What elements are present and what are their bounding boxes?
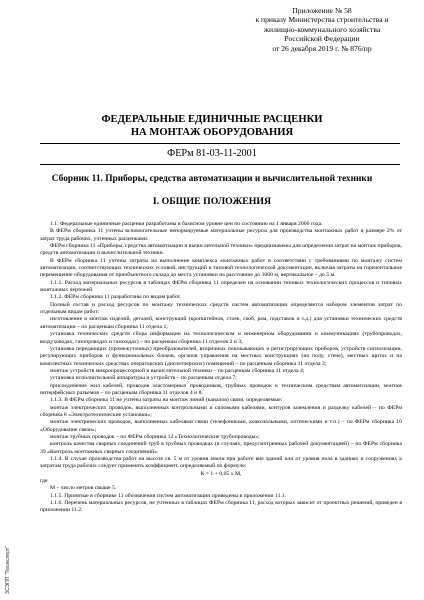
paragraph: монтаж трубных проводок – по ФЕРм сборника 12 «Технологические трубопроводы»;: [50, 433, 260, 440]
top-rule: [40, 143, 400, 144]
paragraph: 1.1. Федеральные единичные расценки разработаны в базисном уровне цен по состоянию на 1 января 2000 года.: [50, 221, 323, 227]
paragraph: 1.1.4. В случае производства работ на высоте св. 5 м от уровня земли при работе вне зданий или от уровня пола в зданиях и сооружениях к затратам труда рабочих следует применять коэффициент, определяемый по формуле:: [40, 456, 402, 470]
where-text: М – число метров свыше 5.: [50, 485, 117, 492]
paragraph: 1.1.2. ФЕРм сборника 11 разработаны по видам работ.: [50, 294, 182, 301]
side-stamp: [3, 548, 13, 594]
paragraph: В ФЕРм сборника 11 учтены вспомогательные ненормируемые материальные ресурсы для производства монтажных работ в размере 2% от затрат труда рабочих, учтенных расценками.: [40, 228, 402, 242]
paragraph: установка технических средств сбора информации на технологическом и инженерном оборудовании и коммуникациях (трубопроводах, воздуховодах, газопроводах и газоходах) – по расценкам сборника 11 отделов 2 и 3;: [40, 331, 402, 345]
appendix-line: Приложение № 58: [292, 6, 352, 15]
title-line-1: ФЕДЕРАЛЬНЫЕ ЕДИНИЧНЫЕ РАСЦЕНКИ: [101, 114, 323, 125]
paragraph: контроль качества сварных соединений труб в трубных проводках (в случаях, предусмотренных рабочей документацией) – по ФЕРм сборника 39 «Контроль монтажных сварных соединений».: [40, 441, 402, 455]
side-stamp-text: ЗСЭПП "Техэксперт": [5, 546, 11, 594]
paragraph: установка исполнительной аппаратуры и устройств – по расценкам отдела 7;: [50, 375, 237, 382]
paragraph: присоединение жил кабелей, проводов эластомерных проводников, трубных проводок к техническим средствам автоматизации, монтаж интерфейсных разъемов – по расценкам сборника 11 отделов 4 и 8.: [40, 382, 402, 396]
paragraph: ФЕРм сборника 11 «Приборы, средства автоматизации и вычислительной техники» предназначены для определения затрат на монтаж приборов, средств автоматизации и вычислительной техники.: [40, 243, 402, 257]
collection-title: Сборник 11. Приборы, средства автоматизации и вычислительной техники: [51, 174, 373, 184]
bottom-rule: [40, 164, 400, 165]
paragraph: 1.1.3. В ФЕРм сборника 11 не учтены затраты на монтаж линий (каналов) связи, определяемые:: [50, 397, 283, 404]
paragraph: Полный состав и расход ресурсов по монтажу технических средств систем автоматизации определяется набором элементов затрат по отдельным видам работ:: [40, 301, 402, 316]
paragraph: В ФЕРм сборника 11 учтены затраты на выполнение комплекса монтажных работ в соответствии с требованиями по монтажу систем автоматизации, соответствующих технических условий, инструкций и типовой технологической документации, включая затраты на горизонтальное перемещение оборудования от приобъектного склада до места установки на расстояние до 1000 м, вертикальное – до 5 м.: [40, 257, 402, 279]
paragraph: 1.1.1. Расход материальных ресурсов в таблицах ФЕРм сборника 11 определен на основании типовых технологических процессов и типовых монтажных чертежей.: [40, 279, 402, 294]
appendix-line: Российской Федерации: [284, 34, 360, 44]
document-title: [0, 114, 424, 139]
document-code: ФЕРм 81-03-11-2001: [167, 148, 257, 159]
paragraph: монтаж электрических проводок, выполненных кабелями связи (телефонными, коаксиальными, оптическими и т.п.) – по ФЕРм сборника 10 «Оборудование связи»;: [40, 419, 402, 433]
appendix-line: жилищно-коммунального хозяйства: [263, 24, 381, 34]
title-line-2: НА МОНТАЖ ОБОРУДОВАНИЯ: [130, 126, 294, 138]
paragraph: установка передающих (промежуточных) преобразователей, вторичных показывающих и регистрирующих приборов, устройств сигнализации, регулирующих приборов и функциональных блоков, органов управления на местных конструкциях (на полу, стене), местных щитах и на комплектных технических средствах операторских (диспетчерских) помещений – по расценкам сборника 11 отдела 3;: [40, 345, 402, 367]
paragraph: изготовление и монтаж изделий, деталей, конструкций (кронштейнов, стоек, скоб, рам, подставок и т.д.) для установки технических средств автоматизации – по расценкам сборника 11 отдела 1;: [40, 316, 402, 330]
body-text: [40, 221, 402, 515]
appendix-header: [236, 6, 408, 53]
paragraph: 1.1.6. Перечень материальных ресурсов, не учтенных в таблицах ФЕРм сборника 11, расход которых зависит от проектных решений, приведен в приложении 11.2.: [40, 500, 402, 514]
paragraph: монтаж устройств микропроцессорной и вычислительной техники – по расценкам сборника 11 отдела 4;: [50, 367, 305, 374]
paragraph: монтаж электрических проводок, выполненных контрольными и силовыми кабелями, контуров заземления и разделку кабелей – по ФЕРм сборника 8 «Электротехнические установки»;: [40, 404, 402, 418]
appendix-line: к приказу Министерства строительства и: [255, 15, 389, 25]
paragraph: 1.1.5. Принятые в сборнике 11 обозначения систем автоматизации приведены в приложении 11.1.: [50, 492, 287, 499]
formula: К = 1 + 0,05 х М,: [200, 470, 242, 477]
where-label: где: [40, 478, 48, 485]
section-heading: I. ОБЩИЕ ПОЛОЖЕНИЯ: [152, 196, 272, 207]
appendix-line: от 26 декабря 2019 г. № 876/пр: [272, 43, 372, 53]
